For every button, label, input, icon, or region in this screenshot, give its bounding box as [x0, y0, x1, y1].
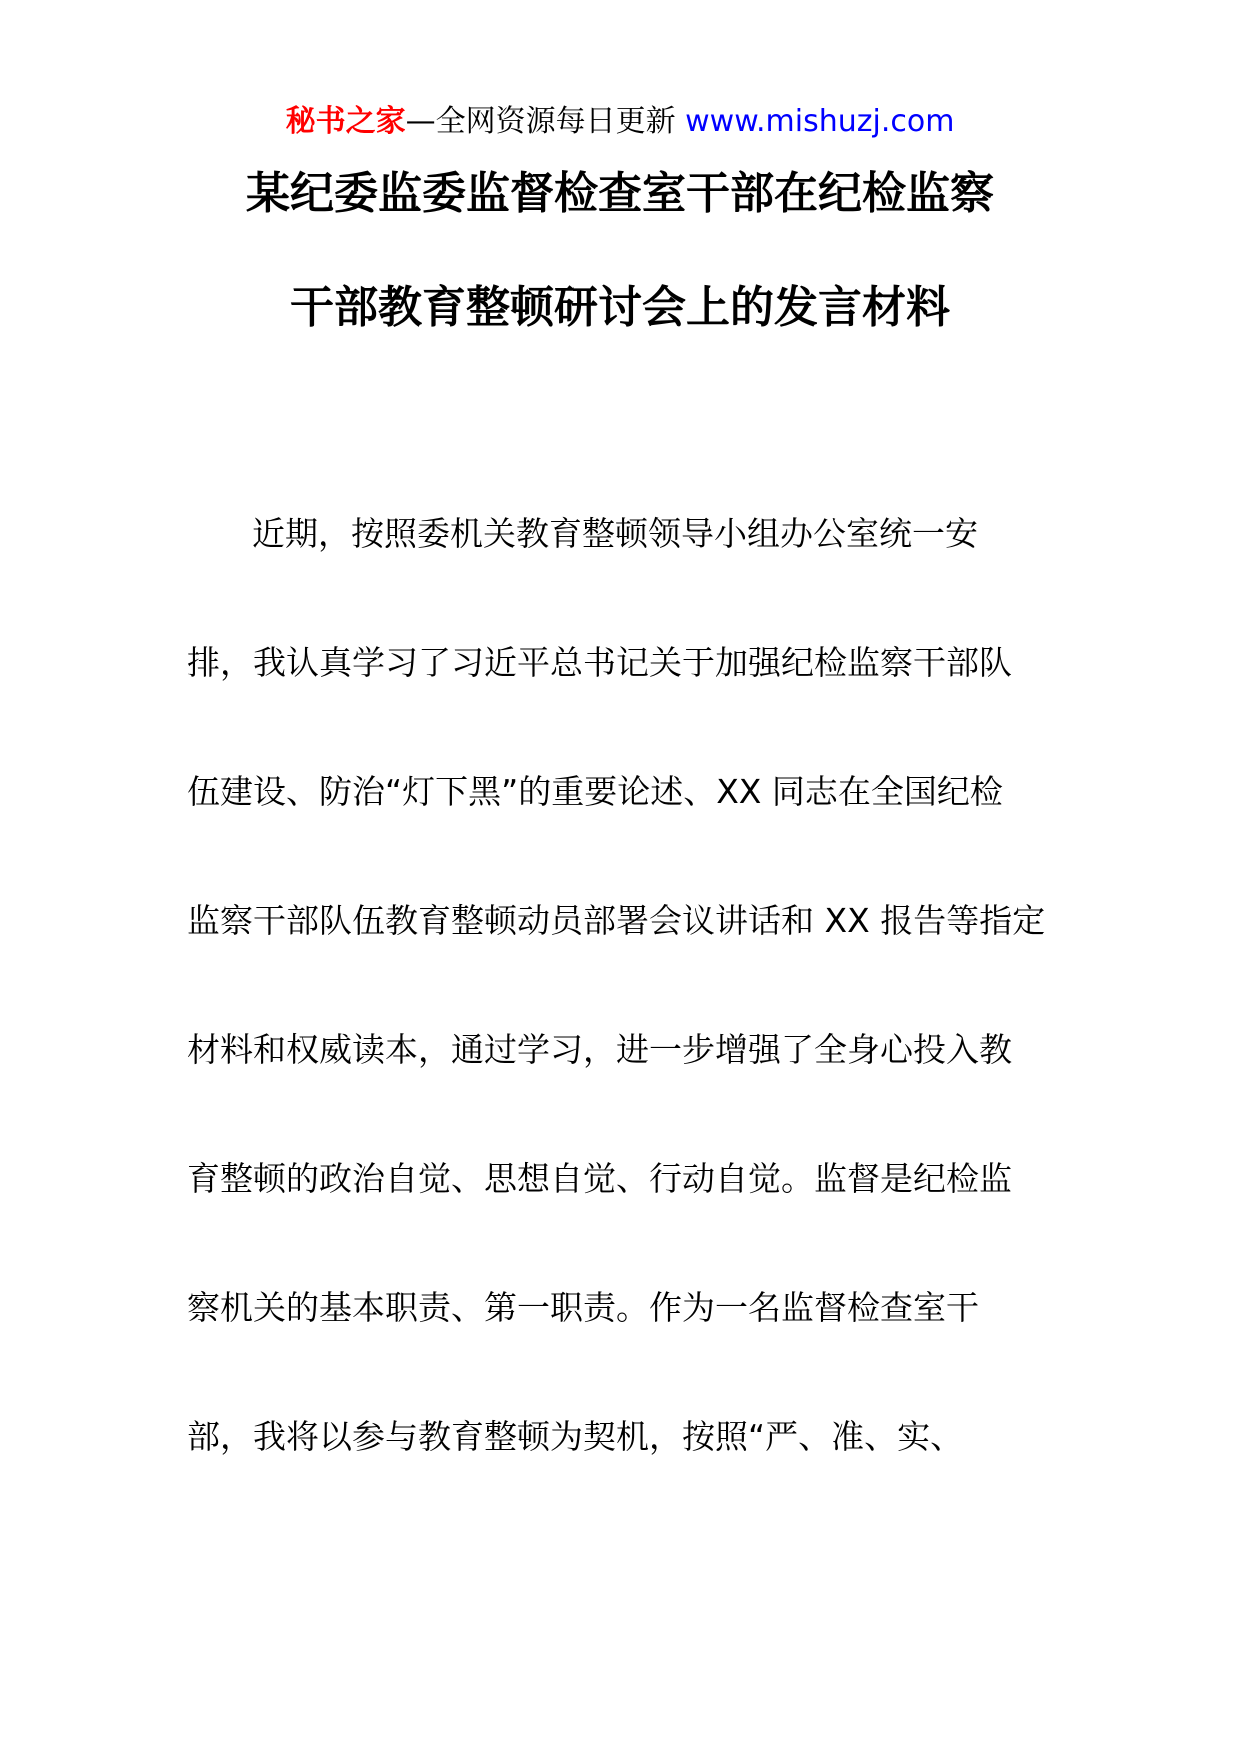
- document-title-line-1: 某纪委监委监督检查室干部在纪检监察: [246, 168, 994, 219]
- document-title-line-2: 干部教育整顿研讨会上的发言材料: [290, 282, 950, 333]
- site-tagline: —全网资源每日更新: [405, 104, 676, 139]
- site-header: [0, 102, 1240, 142]
- body-line: 伍建设、防治“灯下黑”的重要论述、XX 同志在全国纪检: [187, 772, 1003, 811]
- site-url-link[interactable]: www.mishuzj.com: [685, 104, 955, 139]
- body-line: 育整顿的政治自觉、思想自觉、行动自觉。监督是纪检监: [187, 1159, 1012, 1198]
- body-line: 部，我将以参与教育整顿为契机，按照“严、准、实、: [187, 1417, 964, 1456]
- body-line: 察机关的基本职责、第一职责。作为一名监督检查室干: [187, 1288, 979, 1327]
- site-brand: 秘书之家: [285, 104, 406, 139]
- body-line: 监察干部队伍教育整顿动员部署会议讲话和 XX 报告等指定: [187, 901, 1046, 940]
- body-line: 近期，按照委机关教育整顿领导小组办公室统一安: [252, 514, 978, 553]
- body-line: 材料和权威读本，通过学习，进一步增强了全身心投入教: [187, 1030, 1012, 1069]
- body-line: 排，我认真学习了习近平总书记关于加强纪检监察干部队: [187, 643, 1012, 682]
